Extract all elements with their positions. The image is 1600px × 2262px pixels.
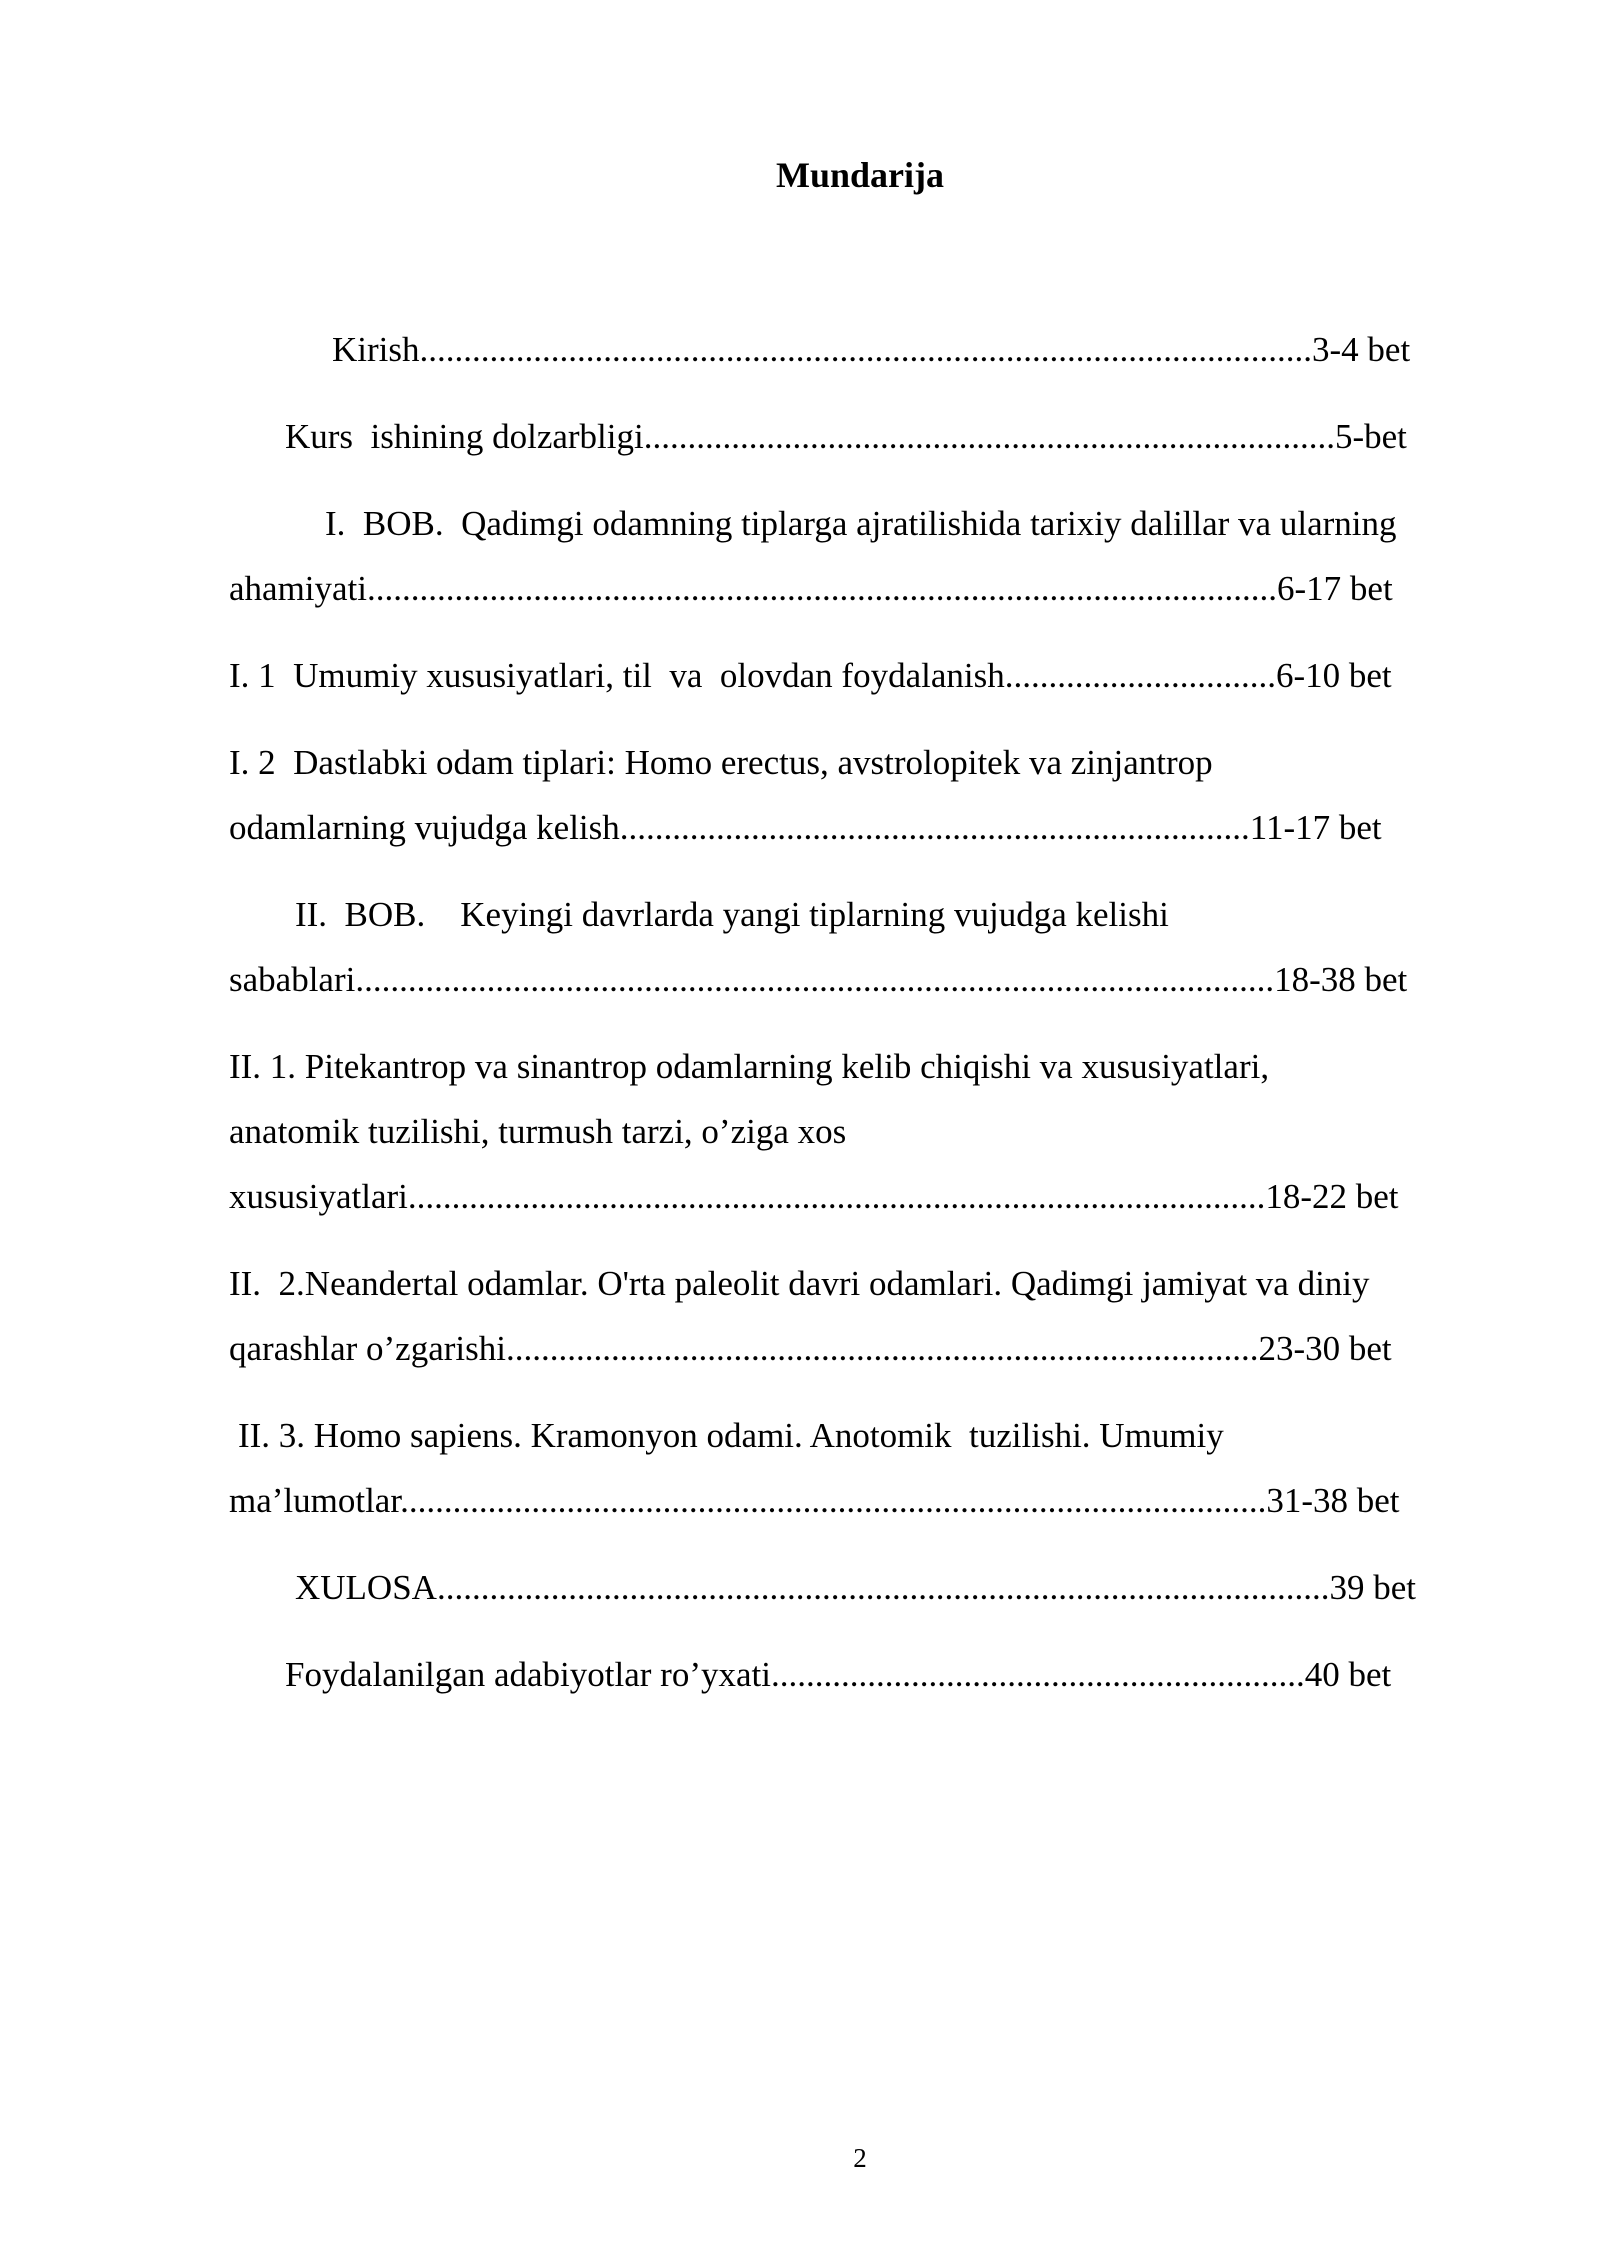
toc-line: I. 1 Umumiy xususiyatlari, til va olovdan foydalanish...............................6-10 bet: [229, 656, 1392, 695]
page-number: 2: [853, 2143, 867, 2173]
toc-line: ahamiyati........................................................................................................6-17 bet: [229, 569, 1393, 608]
toc-line: Kurs ishining dolzarbligi...............................................................................5-bet: [285, 417, 1407, 456]
toc-line: sabablari.........................................................................................................18-38 bet: [229, 960, 1408, 999]
toc-line: Kirish......................................................................................................3-4 bet: [332, 330, 1411, 369]
toc-line: anatomik tuzilishi, turmush tarzi, o’ziga xos: [229, 1112, 847, 1151]
toc-line: Foydalanilgan adabiyotlar ro’yxati.............................................................40 bet: [285, 1655, 1392, 1694]
toc-line: I. 2 Dastlabki odam tiplari: Homo erectus, avstrolopitek va zinjantrop: [229, 743, 1213, 782]
toc-line: qarashlar o’zgarishi......................................................................................23-30 bet: [229, 1329, 1392, 1368]
toc-line: ma’lumotlar...................................................................................................31-38 bet: [229, 1481, 1400, 1520]
toc-line: II. BOB. Keyingi davrlarda yangi tiplarning vujudga kelishi: [295, 895, 1169, 934]
toc-line: II. 2.Neandertal odamlar. O'rta paleolit davri odamlari. Qadimgi jamiyat va diniy: [229, 1264, 1370, 1303]
toc-line: II. 3. Homo sapiens. Kramonyon odami. Anotomik tuzilishi. Umumiy: [238, 1416, 1224, 1455]
toc-line: I. BOB. Qadimgi odamning tiplarga ajratilishida tarixiy dalillar va ularning: [325, 504, 1397, 543]
toc-line: II. 1. Pitekantrop va sinantrop odamlarning kelib chiqishi va xususiyatlari,: [229, 1047, 1270, 1086]
page-title: Mundarija: [775, 155, 944, 195]
toc-line: XULOSA......................................................................................................39 bet: [295, 1568, 1416, 1607]
toc-line: odamlarning vujudga kelish........................................................................11-17 bet: [229, 808, 1382, 847]
toc-line: xususiyatlari..................................................................................................18-22 bet: [229, 1177, 1399, 1216]
